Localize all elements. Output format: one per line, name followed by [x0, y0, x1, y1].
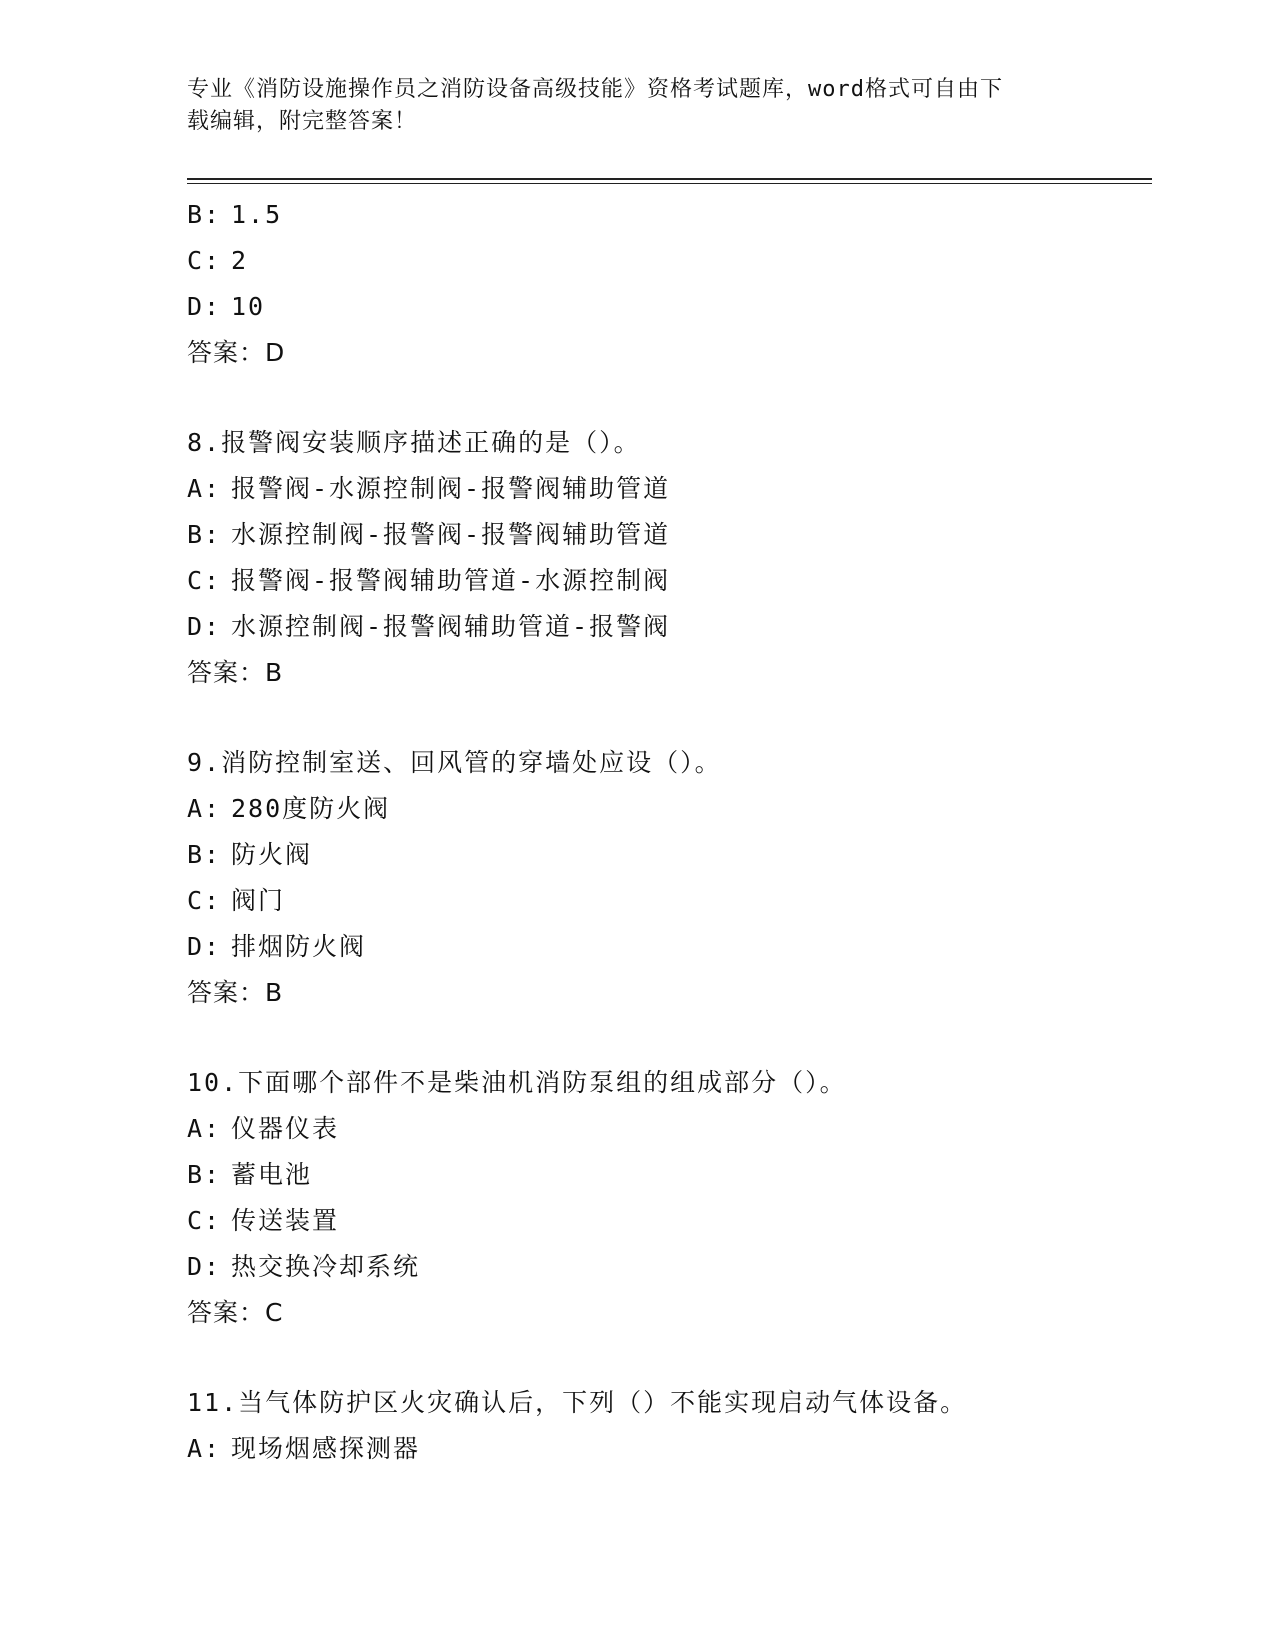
question-7-fragment: [187, 192, 1152, 376]
header-divider: [187, 178, 1152, 184]
option-text: 仪器仪表: [231, 1114, 340, 1143]
option-key: D:: [187, 932, 222, 961]
option-b: [187, 1152, 1152, 1198]
question-list: [187, 192, 1152, 1472]
option-a: [187, 1106, 1152, 1152]
option-b: [187, 832, 1152, 878]
option-c: [187, 238, 1152, 284]
header-line-1: 专业《消防设施操作员之消防设备高级技能》资格考试题库，word格式可自由下: [187, 77, 1003, 102]
option-key: D:: [187, 612, 222, 641]
question-stem: 8.报警阀安装顺序描述正确的是（）。: [187, 428, 641, 457]
option-text: 水源控制阀-报警阀-报警阀辅助管道: [231, 520, 671, 549]
option-c: [187, 558, 1152, 604]
option-key: D:: [187, 292, 222, 321]
question-8: [187, 420, 1152, 696]
option-text: 280度防火阀: [231, 794, 391, 823]
option-text: 1.5: [231, 200, 283, 229]
answer-line: 答案：B: [187, 658, 284, 687]
option-b: [187, 192, 1152, 238]
spacer: [187, 1336, 1152, 1380]
question-11: [187, 1380, 1152, 1472]
option-key: D:: [187, 1252, 222, 1281]
question-stem: 10.下面哪个部件不是柴油机消防泵组的组成部分（）。: [187, 1068, 847, 1097]
option-text: 防火阀: [231, 840, 313, 869]
option-d: [187, 1244, 1152, 1290]
option-key: C:: [187, 886, 222, 915]
option-a: [187, 1426, 1152, 1472]
option-key: C:: [187, 1206, 222, 1235]
option-text: 报警阀-水源控制阀-报警阀辅助管道: [231, 474, 671, 503]
option-key: B:: [187, 200, 222, 229]
option-text: 传送装置: [231, 1206, 340, 1235]
header-line-2: 载编辑，附完整答案！: [187, 109, 418, 134]
option-text: 排烟防火阀: [231, 932, 367, 961]
option-key: B:: [187, 840, 222, 869]
option-a: [187, 466, 1152, 512]
question-stem: 9.消防控制室送、回风管的穿墙处应设（）。: [187, 748, 722, 777]
option-d: [187, 604, 1152, 650]
option-text: 阀门: [231, 886, 286, 915]
spacer: [187, 696, 1152, 740]
answer-line: 答案：C: [187, 1298, 284, 1327]
option-key: C:: [187, 246, 222, 275]
option-key: B:: [187, 520, 222, 549]
answer-line: 答案：D: [187, 338, 286, 367]
answer-line: 答案：B: [187, 978, 284, 1007]
option-key: A:: [187, 474, 222, 503]
option-key: C:: [187, 566, 222, 595]
option-key: A:: [187, 1114, 222, 1143]
option-text: 2: [231, 246, 249, 275]
option-c: [187, 1198, 1152, 1244]
option-text: 报警阀-报警阀辅助管道-水源控制阀: [231, 566, 671, 595]
option-text: 10: [231, 292, 266, 321]
option-key: A:: [187, 794, 222, 823]
option-text: 现场烟感探测器: [231, 1434, 421, 1463]
question-9: [187, 740, 1152, 1016]
option-a: [187, 786, 1152, 832]
option-key: B:: [187, 1160, 222, 1189]
option-text: 热交换冷却系统: [231, 1252, 421, 1281]
document-header: [187, 74, 1067, 138]
option-b: [187, 512, 1152, 558]
option-text: 蓄电池: [231, 1160, 313, 1189]
option-text: 水源控制阀-报警阀辅助管道-报警阀: [231, 612, 671, 641]
option-d: [187, 924, 1152, 970]
question-10: [187, 1060, 1152, 1336]
option-key: A:: [187, 1434, 222, 1463]
spacer: [187, 1016, 1152, 1060]
question-stem: 11.当气体防护区火灾确认后，下列（）不能实现启动气体设备。: [187, 1388, 968, 1417]
spacer: [187, 376, 1152, 420]
option-d: [187, 284, 1152, 330]
option-c: [187, 878, 1152, 924]
